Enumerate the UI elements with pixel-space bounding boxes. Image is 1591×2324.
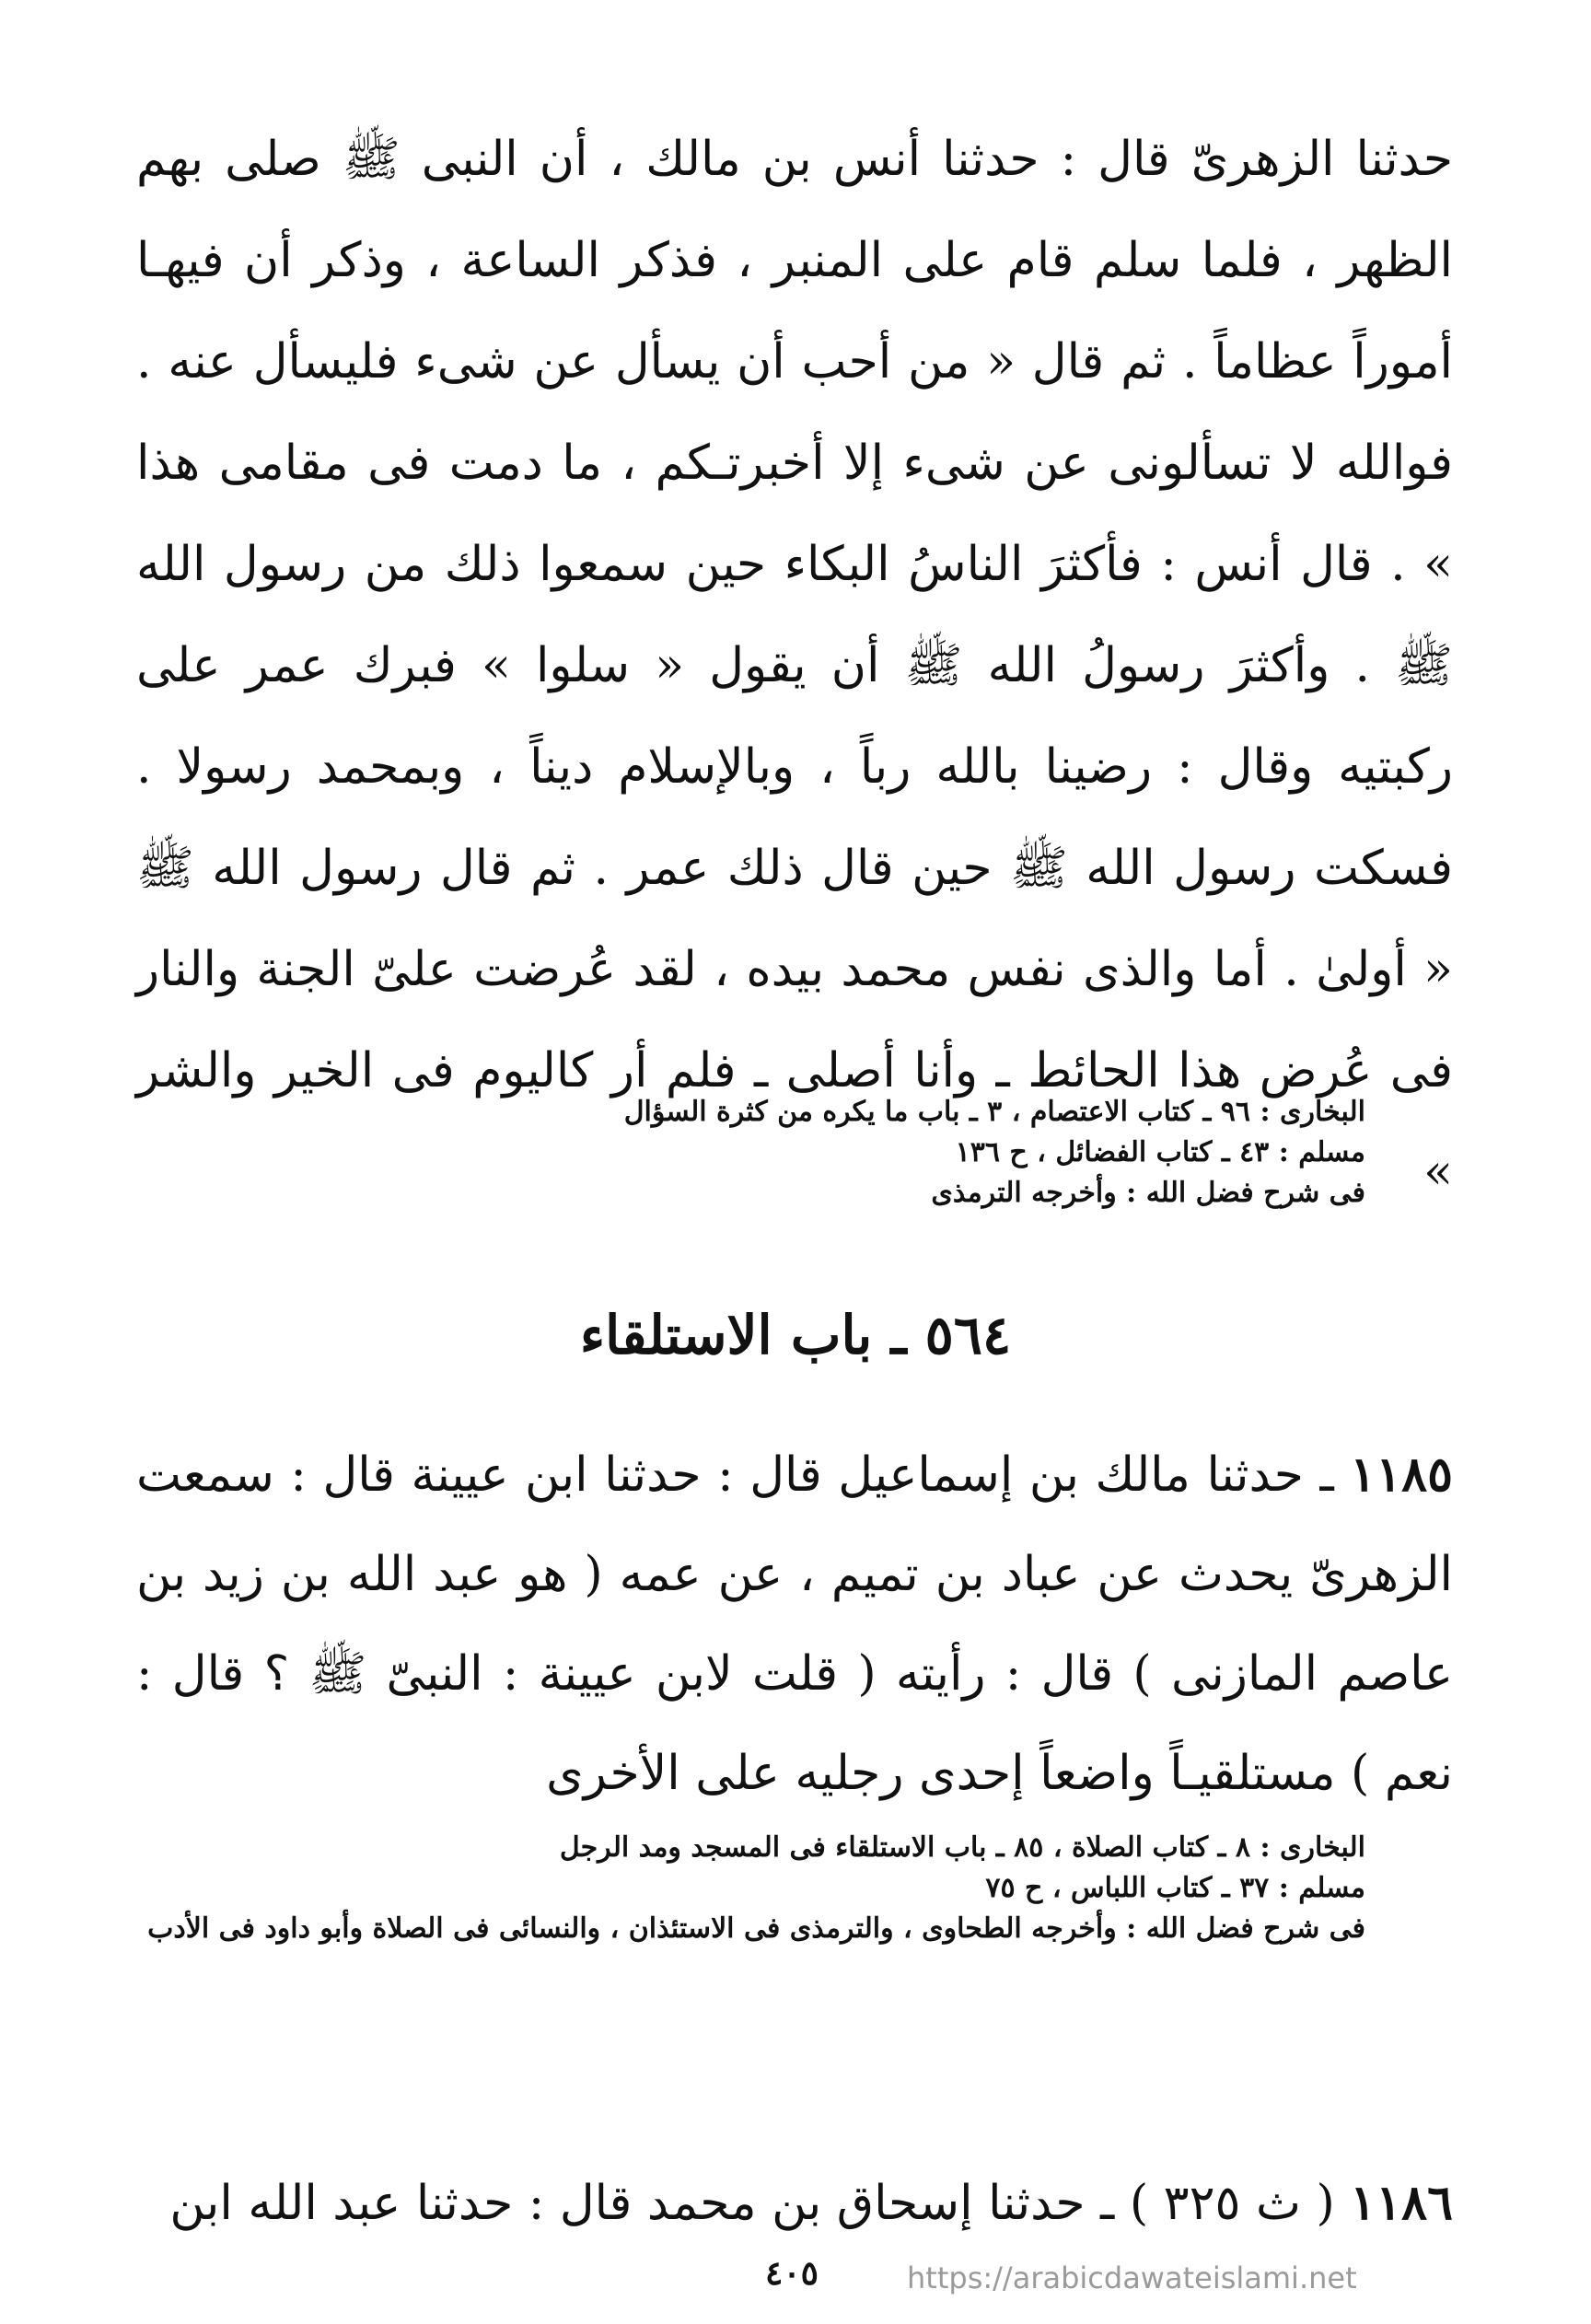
main-paragraph: حدثنا الزهرىّ قال : حدثنا أنس بن مالك ، أن النبى ﷺ صلى بهم الظهر ، فلما سلم قام على المنبر ، فذكر الساعة ، وذكر أن فيهـا أموراً عظاماً . ثم قال « من أحب أن يسأل عن شىء فليسأل عنه . فوالله لا تسألونى عن شىء إلا أخبرتـكم ، ما دمت فى مقامى هذا » . قال أنس : فأكثرَ الناسُ البكاء حين سمعوا ذلك من رسول الله ﷺ . وأكثرَ رسولُ الله ﷺ أن يقول « سلوا » فبرك عمر على ركبتيه وقال : رضينا بالله رباً ، وبالإسلام ديناً ، وبمحمد رسولا . فسكت رسول الله ﷺ حين قال ذلك عمر . ثم قال رسول الله ﷺ « أولىٰ . أما والذى نفس محمد بيده ، لقد عُرضت علىّ الجنة والنار فى عُرض هذا الحائط ـ وأنا أصلى ـ فلم أر كاليوم فى الخير والشر »	[136, 132, 1453, 1200]
watermark-url: https://arabicdawateislami.net	[907, 2260, 1357, 2295]
hadith-number: ١١٨٥	[1350, 1447, 1453, 1503]
hadith-1186	[136, 2159, 1453, 2248]
footnote-line: فى شرح فضل الله : وأخرجه الطحاوى ، والترمذى فى الاستئذان ، والنسائى فى الصلاة وأبو داود فى الأدب	[147, 1912, 1365, 1945]
hadith-1186-paragraph	[136, 2159, 1453, 2248]
hadith-reference: ( ث ٣٢٥ )	[1129, 2176, 1335, 2231]
hadith-number: ١١٨٦	[1350, 2175, 1453, 2231]
footnote-references-1	[187, 1092, 1365, 1214]
footnote-line: مسلم : ٣٧ ـ كتاب اللباس ، ح ٧٥	[985, 1872, 1365, 1904]
page-number: ٤٠٥	[764, 2254, 819, 2293]
footnote-line: البخارى : ٩٦ ـ كتاب الاعتصام ، ٣ ـ باب ما يكره من كثرة السؤال	[623, 1096, 1365, 1128]
footnote-references-2	[132, 1828, 1365, 1949]
hadith-text: ـ حدثنا مالك بن إسماعيل قال : حدثنا ابن عيينة قال : سمعت الزهرىّ يحدث عن عباد بن تميم ، عن عمه ( هو عبد الله بن زيد بن عاصم المازنى ) قال : رأيته ( قلت لابن عيينة : النبىّ ﷺ ؟ قال : نعم ) مستلقيـاً واضعاً إحدى رجليه على الأخرى	[136, 1447, 1453, 1801]
hadith-continuation-text	[136, 109, 1453, 1223]
hadith-text: ـ حدثنا إسحاق بن محمد قال : حدثنا عبد الله ابن	[169, 2176, 1115, 2231]
chapter-heading: ٥٦٤ ـ باب الاستلقاء	[579, 1304, 1012, 1366]
hadith-1185-paragraph	[136, 1425, 1453, 1823]
hadith-1185	[136, 1425, 1453, 1823]
footnote-line: فى شرح فضل الله : وأخرجه الترمذى	[931, 1177, 1365, 1209]
footnote-line: مسلم : ٤٣ ـ كتاب الفضائل ، ح ١٣٦	[955, 1136, 1365, 1168]
footnote-line: البخارى : ٨ ـ كتاب الصلاة ، ٨٥ ـ باب الاستلقاء فى المسجد ومد الرجل	[559, 1831, 1365, 1864]
